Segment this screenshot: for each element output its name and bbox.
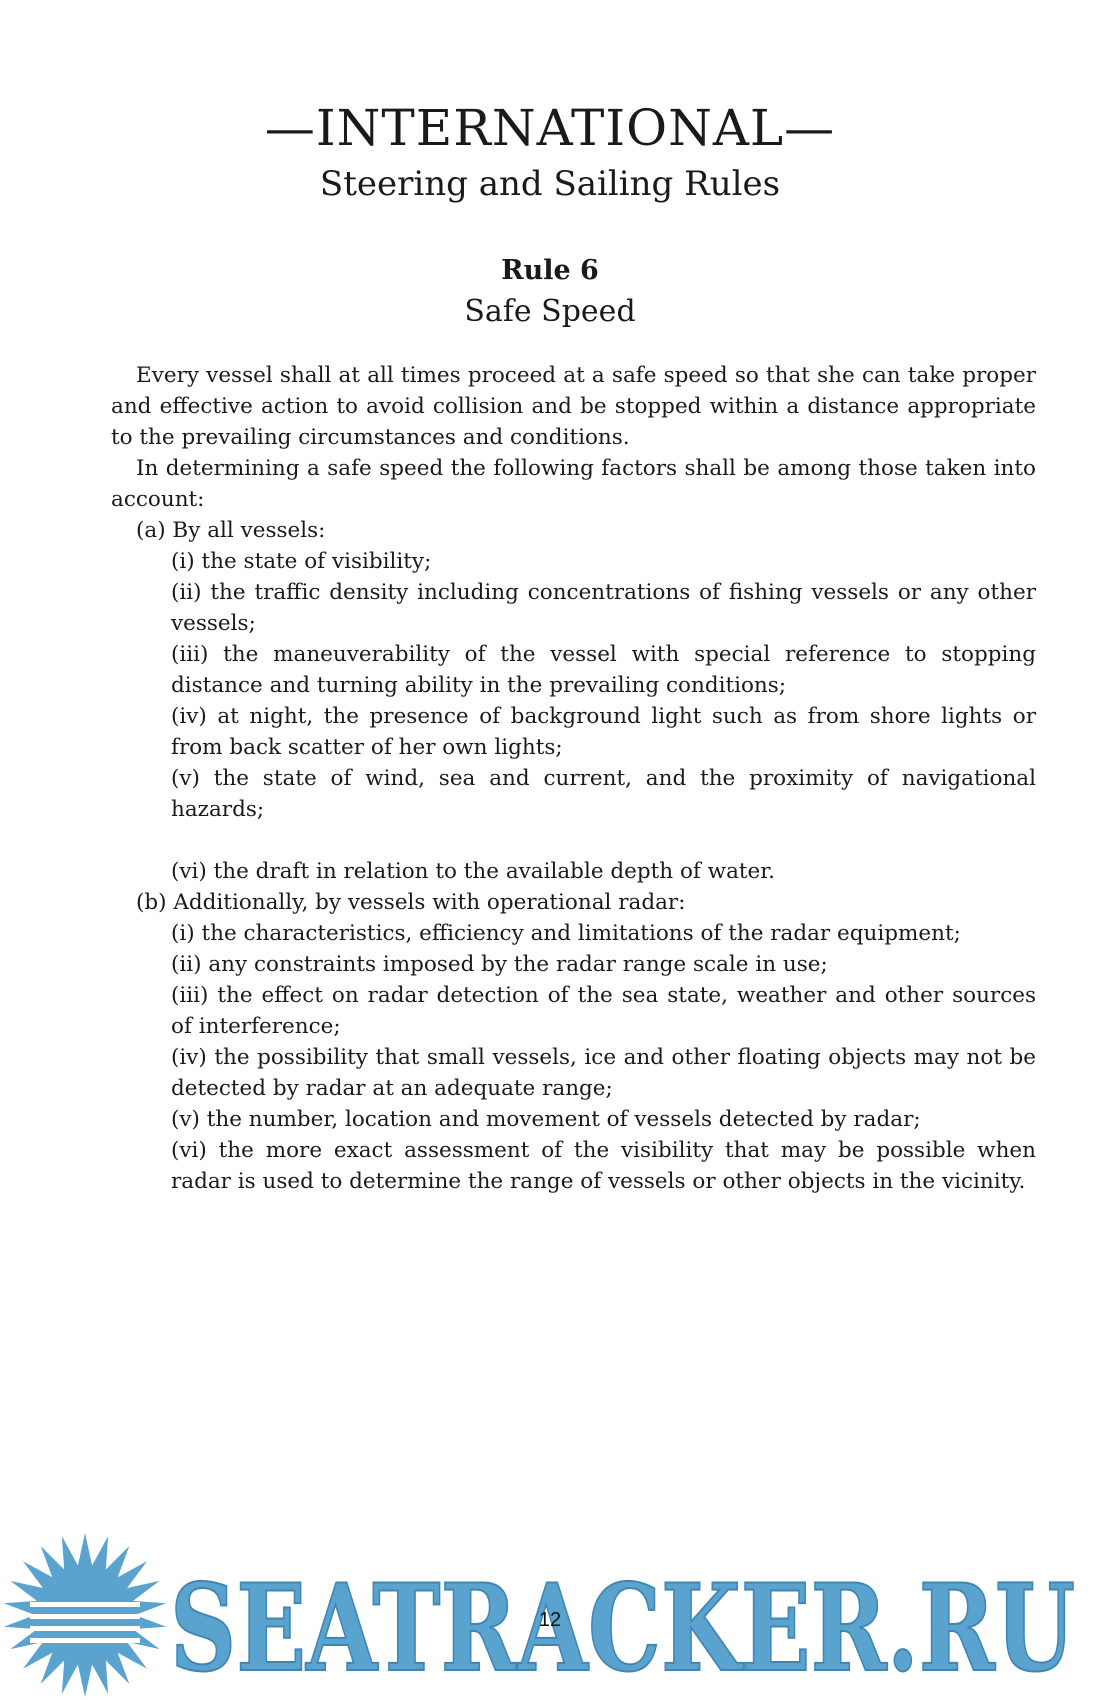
spacer — [111, 825, 1036, 856]
list-item: (v) the number, location and movement of vessels detected by radar; — [171, 1107, 921, 1132]
section-a-label: (a) By all vessels: — [136, 518, 326, 543]
rule-body — [111, 360, 1036, 1197]
section-b-label: (b) Additionally, by vessels with operational radar: — [136, 890, 686, 915]
intro-paragraph: Every vessel shall at all times proceed at a safe speed so that she can take proper and effective action to avoid collision and be stopped within a distance appropriate to the prevailing circumstances and conditions. — [111, 363, 1036, 450]
list-item: (iv) at night, the presence of background light such as from shore lights or from back scatter of her own lights; — [171, 704, 1036, 760]
page-title: —INTERNATIONAL— — [264, 99, 836, 157]
list-item: (iv) the possibility that small vessels, ice and other floating objects may not be detected by radar at an adequate range; — [171, 1045, 1036, 1101]
watermark-text: SEATRACKER.RU — [170, 1558, 1075, 1699]
list-item: (vi) the draft in relation to the available depth of water. — [171, 859, 776, 884]
list-item: (vi) the more exact assessment of the visibility that may be possible when radar is used to determine the range of vessels or other objects in the vicinity. — [171, 1138, 1036, 1194]
list-item: (i) the characteristics, efficiency and limitations of the radar equipment; — [171, 921, 961, 946]
list-item: (i) the state of visibility; — [171, 549, 432, 574]
list-item: (iii) the effect on radar detection of the sea state, weather and other sources of interference; — [171, 983, 1036, 1039]
list-item: (iii) the maneuverability of the vessel with special reference to stopping distance and turning ability in the prevailing conditions; — [171, 642, 1036, 698]
rule-number: Rule 6 — [501, 255, 599, 286]
list-item: (ii) any constraints imposed by the radar range scale in use; — [171, 952, 828, 977]
page-number: 12 — [538, 1609, 562, 1631]
factors-intro-paragraph: In determining a safe speed the following factors shall be among those taken into account: — [111, 456, 1036, 512]
rule-name: Safe Speed — [464, 294, 636, 329]
list-item: (ii) the traffic density including concentrations of fishing vessels or any other vessels; — [171, 580, 1036, 636]
rule-heading — [0, 252, 1100, 332]
page-subtitle: Steering and Sailing Rules — [319, 164, 781, 204]
page-header — [0, 100, 1100, 206]
list-item: (v) the state of wind, sea and current, and the proximity of navigational hazards; — [171, 766, 1036, 822]
